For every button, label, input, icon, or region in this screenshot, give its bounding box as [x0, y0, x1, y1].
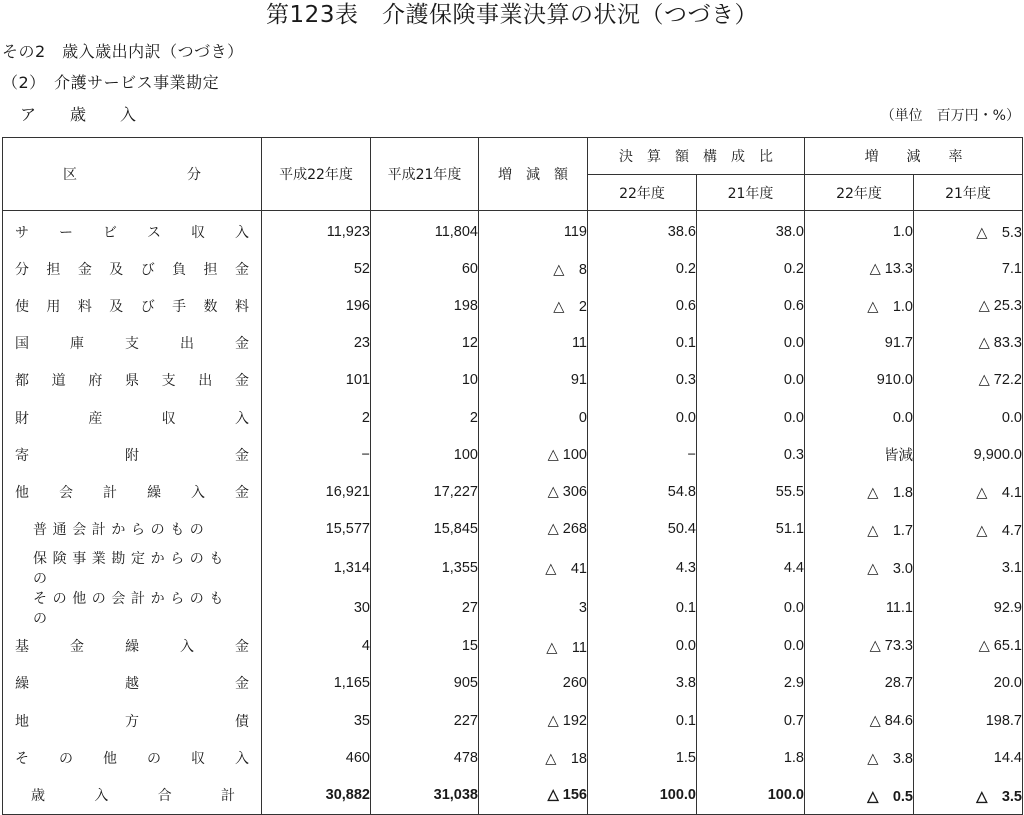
cell-h21: 227 — [371, 702, 479, 739]
cell-rate-21: 9,900.0 — [914, 436, 1023, 473]
row-label-text: 府 — [88, 373, 103, 390]
cell-rate-22: 91.7 — [805, 325, 914, 362]
row-label-text: 支 — [125, 336, 139, 353]
table-row — [3, 436, 1023, 473]
row-label — [3, 436, 262, 473]
cell-rate-21: 198.7 — [914, 702, 1023, 739]
cell-h22: 1,314 — [262, 548, 371, 588]
cell-comp-22: 0.0 — [588, 628, 697, 665]
cell-h21: 27 — [371, 588, 479, 628]
cell-diff: △ 11 — [479, 628, 588, 665]
cell-h21: 2 — [371, 399, 479, 436]
row-label-text: 担 — [203, 261, 218, 278]
row-label-text: 出 — [180, 336, 194, 353]
cell-comp-22: 0.1 — [588, 325, 697, 362]
cell-comp-21: 0.0 — [697, 362, 805, 399]
row-label-text: 金 — [235, 484, 249, 501]
row-label-text: そ — [15, 750, 29, 767]
cell-comp-22: 0.2 — [588, 250, 697, 287]
row-label-text: 入 — [94, 788, 109, 805]
cell-comp-22: 0.1 — [588, 588, 697, 628]
cell-diff: △ 41 — [479, 548, 588, 588]
row-label — [3, 548, 262, 588]
row-label — [3, 628, 262, 665]
row-label-text: 道 — [51, 373, 66, 390]
cell-rate-22: △ 13.3 — [805, 250, 914, 287]
cell-rate-22: 910.0 — [805, 362, 914, 399]
row-label-text: 都 — [15, 373, 29, 390]
cell-diff: 0 — [479, 399, 588, 436]
row-label-text: の — [147, 750, 161, 767]
row-label-text: 会 — [59, 484, 73, 501]
cell-rate-21: 14.4 — [914, 739, 1023, 776]
row-label-text: 基 — [15, 639, 29, 656]
row-label-text: 数 — [203, 298, 218, 315]
cell-comp-21: 4.4 — [697, 548, 805, 588]
cell-h22: 2 — [262, 399, 371, 436]
row-label-text: 計 — [220, 788, 235, 805]
cell-diff: △ 268 — [479, 511, 588, 548]
row-label-text: 及 — [109, 298, 124, 315]
row-label — [3, 511, 262, 548]
header-comp-22: 22年度 — [588, 175, 697, 211]
row-label-text: 金 — [235, 676, 249, 693]
row-label-text: 繰 — [125, 639, 139, 656]
cell-rate-21: △ 72.2 — [914, 362, 1023, 399]
cell-h21: 100 — [371, 436, 479, 473]
row-label-text: 方 — [125, 713, 139, 730]
table-row — [3, 325, 1023, 362]
cell-h21: 11,804 — [371, 211, 479, 251]
cell-h22: 23 — [262, 325, 371, 362]
row-label — [3, 211, 262, 251]
row-label-text: 繰 — [147, 484, 161, 501]
subtitle-revenue — [20, 104, 170, 126]
cell-rate-21: △ 3.5 — [914, 776, 1023, 814]
table-row — [3, 739, 1023, 776]
row-label-text: 用 — [46, 298, 61, 315]
cell-h22: 11,923 — [262, 211, 371, 251]
cell-comp-22: 100.0 — [588, 776, 697, 814]
row-label-text: 財 — [15, 410, 29, 427]
row-label-text: 地 — [15, 713, 29, 730]
cell-rate-22: △ 73.3 — [805, 628, 914, 665]
cell-h22: 4 — [262, 628, 371, 665]
cell-rate-22: 28.7 — [805, 665, 914, 702]
table-row — [3, 399, 1023, 436]
cell-rate-22: △ 3.8 — [805, 739, 914, 776]
cell-h21: 905 — [371, 665, 479, 702]
cell-rate-21: △ 4.7 — [914, 511, 1023, 548]
cell-comp-21: 0.0 — [697, 325, 805, 362]
cell-diff: 119 — [479, 211, 588, 251]
cell-rate-22: △ 1.7 — [805, 511, 914, 548]
cell-rate-22: △ 0.5 — [805, 776, 914, 814]
cell-diff: 3 — [479, 588, 588, 628]
row-label-text: 金 — [234, 373, 249, 390]
cell-rate-22: △ 3.0 — [805, 548, 914, 588]
cell-rate-22: 皆減 — [805, 436, 914, 473]
row-label-text: 出 — [198, 373, 213, 390]
row-label — [3, 665, 262, 702]
row-label-text: 寄 — [15, 447, 29, 464]
cell-comp-21: 0.0 — [697, 588, 805, 628]
header-rate-22: 22年度 — [805, 175, 914, 211]
row-label — [3, 399, 262, 436]
cell-comp-21: 0.6 — [697, 287, 805, 324]
table-row — [3, 628, 1023, 665]
cell-rate-22: 11.1 — [805, 588, 914, 628]
row-label-text: 普通会計からのもの — [33, 522, 210, 539]
cell-h21: 1,355 — [371, 548, 479, 588]
row-label-text: 料 — [234, 298, 249, 315]
row-label-text: 入 — [234, 410, 249, 427]
cell-comp-22: 54.8 — [588, 473, 697, 510]
cell-comp-21: 2.9 — [697, 665, 805, 702]
cell-comp-22: 4.3 — [588, 548, 697, 588]
row-label-text: 負 — [172, 261, 187, 278]
cell-rate-22: △ 84.6 — [805, 702, 914, 739]
cell-comp-21: 0.0 — [697, 399, 805, 436]
row-label-text: 保険事業勘定からのもの — [33, 550, 229, 587]
header-category-char-1: 区 — [63, 167, 77, 183]
row-label — [3, 739, 262, 776]
cell-h21: 12 — [371, 325, 479, 362]
cell-h21: 10 — [371, 362, 479, 399]
row-label-text: 庫 — [70, 336, 84, 353]
row-label-text: 他 — [103, 750, 117, 767]
cell-rate-21: △ 4.1 — [914, 473, 1023, 510]
row-label-text: 入 — [191, 484, 205, 501]
cell-h22: 52 — [262, 250, 371, 287]
cell-rate-21: 0.0 — [914, 399, 1023, 436]
cell-rate-21: 7.1 — [914, 250, 1023, 287]
row-label-text: 入 — [235, 750, 249, 767]
cell-rate-22: △ 1.8 — [805, 473, 914, 510]
row-label-text: 合 — [157, 788, 172, 805]
cell-comp-21: 55.5 — [697, 473, 805, 510]
cell-comp-22: 0.0 — [588, 399, 697, 436]
cell-h21: 17,227 — [371, 473, 479, 510]
row-label-text: 及 — [109, 261, 124, 278]
row-label-text: 国 — [15, 336, 29, 353]
row-label-text: 分 — [15, 261, 29, 278]
cell-h21: 15 — [371, 628, 479, 665]
row-label-text: 金 — [77, 261, 92, 278]
cell-comp-21: 51.1 — [697, 511, 805, 548]
cell-rate-21: △ 25.3 — [914, 287, 1023, 324]
header-rate-21: 21年度 — [914, 175, 1023, 211]
row-label — [3, 362, 262, 399]
header-category — [3, 138, 262, 211]
row-label-text: 入 — [235, 224, 249, 241]
row-label-text: 金 — [235, 639, 249, 656]
cell-comp-22: 3.8 — [588, 665, 697, 702]
cell-rate-21: △ 65.1 — [914, 628, 1023, 665]
cell-h22: 460 — [262, 739, 371, 776]
row-label-text: び — [140, 298, 155, 315]
table-row — [3, 702, 1023, 739]
row-label-text: 支 — [161, 373, 176, 390]
table-row — [3, 776, 1023, 814]
cell-h22: 35 — [262, 702, 371, 739]
row-label-text: 他 — [15, 484, 29, 501]
row-label-text: 担 — [46, 261, 61, 278]
cell-rate-21: 3.1 — [914, 548, 1023, 588]
row-label — [3, 776, 262, 814]
subtitle-account: （2） 介護サービス事業勘定 — [2, 73, 220, 92]
table-row — [3, 548, 1023, 588]
row-label-text: 手 — [172, 298, 187, 315]
cell-comp-22: − — [588, 436, 697, 473]
row-label — [3, 325, 262, 362]
cell-comp-21: 0.3 — [697, 436, 805, 473]
cell-h22: 30 — [262, 588, 371, 628]
cell-rate-21: 92.9 — [914, 588, 1023, 628]
cell-diff: 260 — [479, 665, 588, 702]
table-row — [3, 665, 1023, 702]
row-label-text: 金 — [235, 336, 249, 353]
row-label-text: ス — [147, 224, 161, 241]
row-label-text: び — [140, 261, 155, 278]
cell-h21: 15,845 — [371, 511, 479, 548]
table-row — [3, 287, 1023, 324]
row-label — [3, 250, 262, 287]
section-marker: ア — [20, 105, 37, 124]
cell-h22: 16,921 — [262, 473, 371, 510]
table-row — [3, 511, 1023, 548]
row-label-text: 料 — [77, 298, 92, 315]
cell-h22: 30,882 — [262, 776, 371, 814]
table-row — [3, 211, 1023, 251]
cell-comp-22: 50.4 — [588, 511, 697, 548]
row-label-text: 計 — [103, 484, 117, 501]
cell-comp-21: 38.0 — [697, 211, 805, 251]
table-row — [3, 362, 1023, 399]
cell-diff: △ 2 — [479, 287, 588, 324]
cell-comp-21: 0.0 — [697, 628, 805, 665]
row-label-text: 歳 — [31, 788, 45, 805]
table-row — [3, 588, 1023, 628]
cell-diff: △ 306 — [479, 473, 588, 510]
row-label-text: 県 — [124, 373, 139, 390]
cell-rate-22: 0.0 — [805, 399, 914, 436]
row-label — [3, 473, 262, 510]
cell-diff: △ 18 — [479, 739, 588, 776]
cell-rate-22: △ 1.0 — [805, 287, 914, 324]
revenue-table — [2, 137, 1023, 815]
row-label-text: 債 — [235, 713, 249, 730]
row-label — [3, 287, 262, 324]
cell-comp-22: 1.5 — [588, 739, 697, 776]
cell-diff: 91 — [479, 362, 588, 399]
subtitle-section: その2 歳入歳出内訳（つづき） — [2, 42, 244, 61]
row-label-text: その他の会計からのもの — [33, 590, 229, 627]
row-label-text: ー — [59, 224, 73, 241]
cell-rate-21: △ 5.3 — [914, 211, 1023, 251]
header-composition: 決 算 額 構 成 比 — [588, 138, 805, 175]
row-label-text: 収 — [191, 750, 205, 767]
cell-comp-22: 0.3 — [588, 362, 697, 399]
table-row — [3, 473, 1023, 510]
table-body — [3, 211, 1023, 815]
cell-comp-22: 0.6 — [588, 287, 697, 324]
cell-h21: 31,038 — [371, 776, 479, 814]
row-label-text: 収 — [161, 410, 176, 427]
row-label-text: 繰 — [15, 676, 29, 693]
row-label — [3, 702, 262, 739]
cell-comp-22: 0.1 — [588, 702, 697, 739]
row-label-text: 入 — [180, 639, 194, 656]
cell-h21: 478 — [371, 739, 479, 776]
row-label-text: 金 — [70, 639, 84, 656]
row-label-text: 附 — [125, 447, 139, 464]
cell-diff: 11 — [479, 325, 588, 362]
cell-rate-21: △ 83.3 — [914, 325, 1023, 362]
header-rate: 増 減 率 — [805, 138, 1023, 175]
header-h21: 平成21年度 — [371, 138, 479, 211]
row-label-text: 金 — [234, 261, 249, 278]
row-label-text: 産 — [88, 410, 103, 427]
row-label-text: サ — [15, 224, 29, 241]
cell-h22: 196 — [262, 287, 371, 324]
cell-h22: 15,577 — [262, 511, 371, 548]
cell-rate-22: 1.0 — [805, 211, 914, 251]
unit-note: （単位 百万円・%） — [880, 108, 1020, 124]
row-label-text: 金 — [235, 447, 249, 464]
page-title: 第123表 介護保険事業決算の状況（つづき） — [266, 2, 758, 28]
cell-diff: △ 192 — [479, 702, 588, 739]
cell-diff: △ 8 — [479, 250, 588, 287]
cell-comp-21: 0.2 — [697, 250, 805, 287]
cell-comp-22: 38.6 — [588, 211, 697, 251]
header-h22: 平成22年度 — [262, 138, 371, 211]
header-category-char-2: 分 — [187, 167, 201, 183]
cell-rate-21: 20.0 — [914, 665, 1023, 702]
cell-comp-21: 0.7 — [697, 702, 805, 739]
cell-comp-21: 100.0 — [697, 776, 805, 814]
table-row — [3, 250, 1023, 287]
header-diff: 増 減 額 — [479, 138, 588, 211]
cell-diff: △ 156 — [479, 776, 588, 814]
row-label-text: 収 — [191, 224, 205, 241]
row-label-text: 使 — [15, 298, 29, 315]
cell-comp-21: 1.8 — [697, 739, 805, 776]
header-comp-21: 21年度 — [697, 175, 805, 211]
cell-h22: 101 — [262, 362, 371, 399]
row-label-text: ビ — [103, 224, 117, 241]
section-char-1: 歳 — [70, 105, 87, 124]
cell-h22: 1,165 — [262, 665, 371, 702]
cell-h21: 198 — [371, 287, 479, 324]
row-label — [3, 588, 262, 628]
row-label-text: の — [59, 750, 73, 767]
row-label-text: 越 — [125, 676, 139, 693]
section-char-2: 入 — [120, 105, 137, 124]
cell-h21: 60 — [371, 250, 479, 287]
cell-diff: △ 100 — [479, 436, 588, 473]
cell-h22: − — [262, 436, 371, 473]
